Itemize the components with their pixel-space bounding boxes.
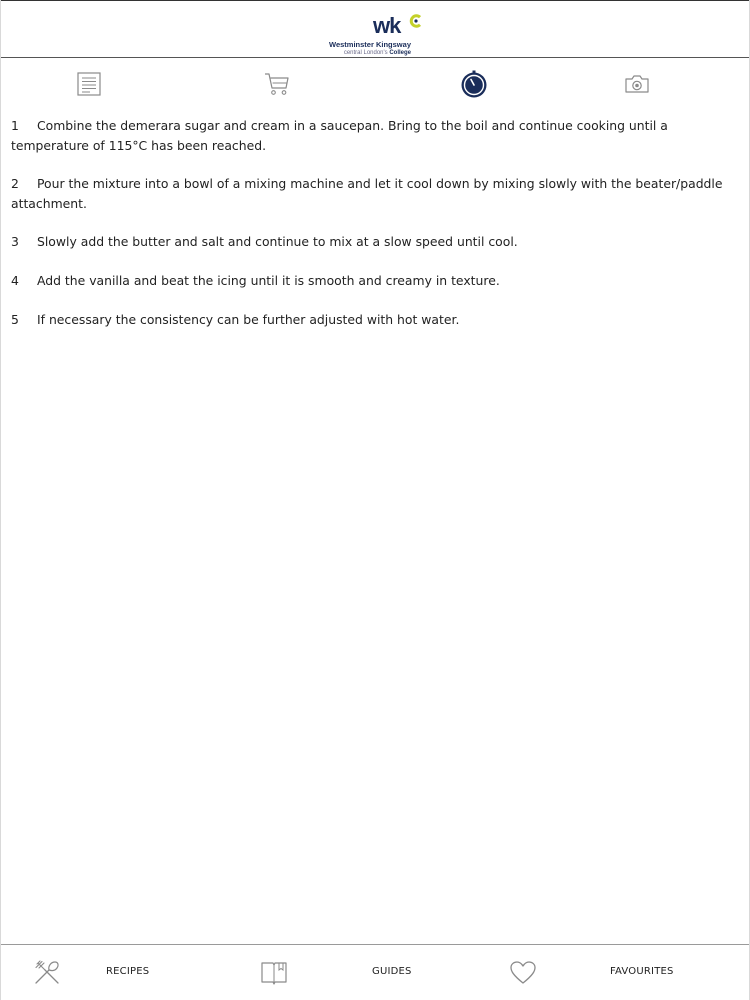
step-text: Add the vanilla and beat the icing until it is smooth and creamy in texture. xyxy=(37,273,500,288)
logo-mark: wk xyxy=(373,13,401,38)
logo-tagline-prefix: central London's xyxy=(343,50,388,56)
logo-college-name: Westminster Kingsway xyxy=(329,40,411,49)
logo-tagline xyxy=(327,49,411,57)
bottom-navigation xyxy=(1,944,749,1000)
tab-method[interactable] xyxy=(444,58,504,110)
recipe-tab-bar xyxy=(1,58,749,110)
step-text: Combine the demerara sugar and cream in a saucepan. Bring to the boil and continue cooking until a temperature of 115°C has been reached. xyxy=(11,118,668,153)
timer-icon xyxy=(460,70,488,98)
logo-accent-icon xyxy=(409,14,423,28)
step-number: 5 xyxy=(11,312,19,327)
college-logo xyxy=(327,13,427,57)
step-number: 4 xyxy=(11,273,19,288)
tab-photos[interactable] xyxy=(607,58,667,110)
guides-nav-label[interactable]: GUIDES xyxy=(372,966,412,977)
recipes-nav-label[interactable]: RECIPES xyxy=(106,966,150,977)
tab-ingredients[interactable] xyxy=(59,58,119,110)
step-text: If necessary the consistency can be further adjusted with hot water. xyxy=(37,312,460,327)
book-icon xyxy=(260,960,288,986)
step-text: Pour the mixture into a bowl of a mixing machine and let it cool down by mixing slowly with the beater/paddle attachment. xyxy=(11,176,723,211)
method-step xyxy=(11,271,743,291)
utensils-icon xyxy=(33,959,61,987)
tab-shopping[interactable] xyxy=(247,58,307,110)
favourites-nav-icon-button[interactable] xyxy=(508,958,538,988)
step-number: 1 xyxy=(11,118,19,133)
method-step xyxy=(11,310,743,330)
logo-tagline-bold: College xyxy=(389,50,411,56)
step-text: Slowly add the butter and salt and continue to mix at a slow speed until cool. xyxy=(37,234,518,249)
method-step xyxy=(11,174,743,213)
app-header xyxy=(1,0,749,58)
method-step xyxy=(11,116,743,155)
step-number: 2 xyxy=(11,176,19,191)
step-number: 3 xyxy=(11,234,19,249)
recipes-nav-icon-button[interactable] xyxy=(32,958,62,988)
heart-icon xyxy=(509,960,537,986)
method-step xyxy=(11,232,743,252)
camera-icon xyxy=(624,73,650,95)
guides-nav-icon-button[interactable] xyxy=(259,958,289,988)
favourites-nav-label[interactable]: FAVOURITES xyxy=(610,966,674,977)
method-content xyxy=(1,110,749,945)
cart-icon xyxy=(263,71,291,97)
document-icon xyxy=(76,71,102,97)
